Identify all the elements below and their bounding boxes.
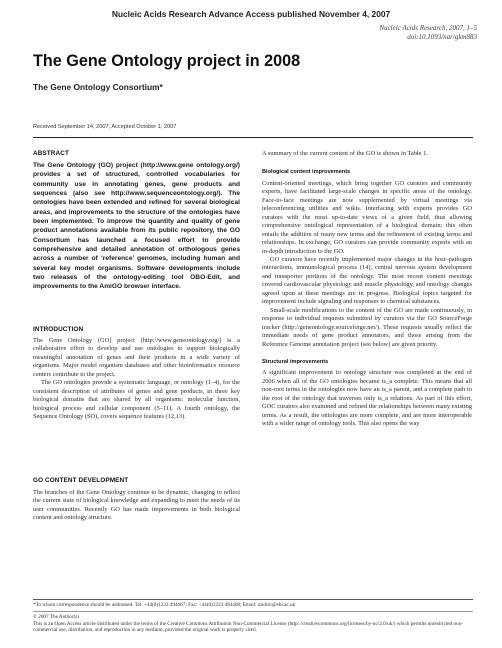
intro-paragraph-2: The GO ontologies provide a systematic language, or ontology (1–4), for the consistent description of attributes of genes and gene products, in three key biological domains that are shared by all organisms: molecular function, biological process and cellular component (5–11). A fourth ontology, the Sequence Ontology (SO), covers sequence features (12,13). xyxy=(33,379,240,421)
license-rule xyxy=(33,611,473,612)
biological-content-subheading: Biological content improvements xyxy=(262,169,351,176)
received-date: Received September 14, 2007; Accepted October 1, 2007 xyxy=(33,124,177,130)
license-text: This is an Open Access article distributed under the terms of the Creative Commons Attribution Non-Commercial License (http://creativecommons.org/licenses/by-nc/2.0/uk/) which permits unrestricted non-commercial use, distribution, and reproduction in any medium, provided the original work is properly cited. xyxy=(33,621,463,634)
introduction-heading: INTRODUCTION xyxy=(33,326,84,333)
abstract-text: The Gene Ontology (GO) project (http://www.gene ontology.org/) provides a set of structured, controlled vocabularies for community use in annotating genes, gene products and sequences (also see http://www.sequenceontology.org/). The ontologies have been extended and refined for several biological areas, and improvements to the structure of the ontologies have been implemented. To improve the quantity and quality of gene product annotations available from its public repository, the GO Consortium has launched a focused effort to provide comprehensive and detailed annotation of orthologous genes across a number of ‘reference’ genomes, including human and several key model organisms. Software developments include two releases of the ontology-editing tool OBO-Edit, and improvements to the AmiGO browser interface. xyxy=(33,162,240,291)
intro-paragraph-1: The Gene Ontology (GO) project (http://www.geneontology.org/) is a collaborative effort to develop and use ontologies to support biologically meaningful annotation of genes and their products in a wide variety of organisms. Major model organism databases and other bioinformatics resource centers contribute to the project. xyxy=(33,337,240,378)
journal-banner: Nucleic Acids Research Advance Access published November 4, 2007 xyxy=(111,9,391,19)
content-development-body xyxy=(33,489,240,523)
biological-content-paragraph-2: GO curators have recently implemented major changes in the host–pathogen interactions, immunological process (14), central nervous system development and transporter portions of the ontology. The most recent content meetings covered cardiovascular physiology and muscle physiology, and ontology changes agreed upon at these meetings are in progress. Biological topics targeted for improvement include signaling and responses to chemical substances. xyxy=(262,255,472,306)
structural-improvements-paragraph: A significant improvement to ontology structure was completed at the end of 2006 when all of the GO ontologies became is_a complete. This means that all non-root terms in the ontologies now have an is_a parent, and a complete path to the root of the ontology that traverses only is_a relations. As part of this effort, GOC curators also examined and refined the relationships between many existing terms. As a result, the ontologies are more complete, and are more interoperable with a wider range of ontology tools. This also opens the way xyxy=(262,369,472,428)
structural-improvements-subheading: Structural improvements xyxy=(262,358,329,365)
citation-block xyxy=(379,24,477,41)
biological-content-paragraph-3: Small-scale modifications to the content of the GO are made continuously, in response to individual requests submitted by curators via the GO SourceForge tracker (http://geneontology.sourceforge.net/). These requests usually reflect the immediate needs of gene product annotators, and those arising from the Reference Genome annotation project (see below) are given priority. xyxy=(262,306,472,348)
content-development-paragraph-1: The branches of the Gene Ontology continue to be dynamic, changing to reflect the current state of biological knowledge and expanding to meet the needs of its user communities. Recently GO has made improvements in both biological content and ontology structure. xyxy=(33,489,240,522)
footer-rule xyxy=(33,599,473,600)
doi-line: doi:10.1093/nar/gkm883 xyxy=(407,32,477,41)
abstract-heading: ABSTRACT xyxy=(33,150,69,157)
content-development-heading: GO CONTENT DEVELOPMENT xyxy=(33,477,129,484)
introduction-body xyxy=(33,337,240,422)
header-rule xyxy=(33,137,473,138)
article-title: The Gene Ontology project in 2008 xyxy=(33,52,301,70)
copyright-line: © 2007 The Author(s) xyxy=(33,614,80,620)
table-reference-paragraph: A summary of the current content of the GO is shown in Table 1. xyxy=(262,150,428,157)
biological-content-paragraph-1: Content-oriented meetings, which bring together GO curators and community experts, have facilitated large-scale changes in specific areas of the ontology. Face-to-face meetings are now supplemented by virtual meetings via teleconferencing utilities and wikis. Interfacing with experts provides GO curators with the most up-to-date views of a given field, thus allowing comprehensive ontological representation of a biological domain; this often entails the addition of many new terms and the refinement of existing terms and relationships. In exchange, GO curators can provide community experts with an in-depth introduction to the GO. xyxy=(262,179,472,255)
correspondence-note: *To whom correspondence should be addressed. Tel: +44(0)1223 494667; Fax: +44(0)1223 494468; Email: midori@ebi.ac.uk xyxy=(33,602,296,608)
citation-line: Nucleic Acids Research, 2007, 1–5 xyxy=(379,24,477,32)
article-authors: The Gene Ontology Consortium* xyxy=(33,82,163,92)
right-column xyxy=(262,150,472,429)
